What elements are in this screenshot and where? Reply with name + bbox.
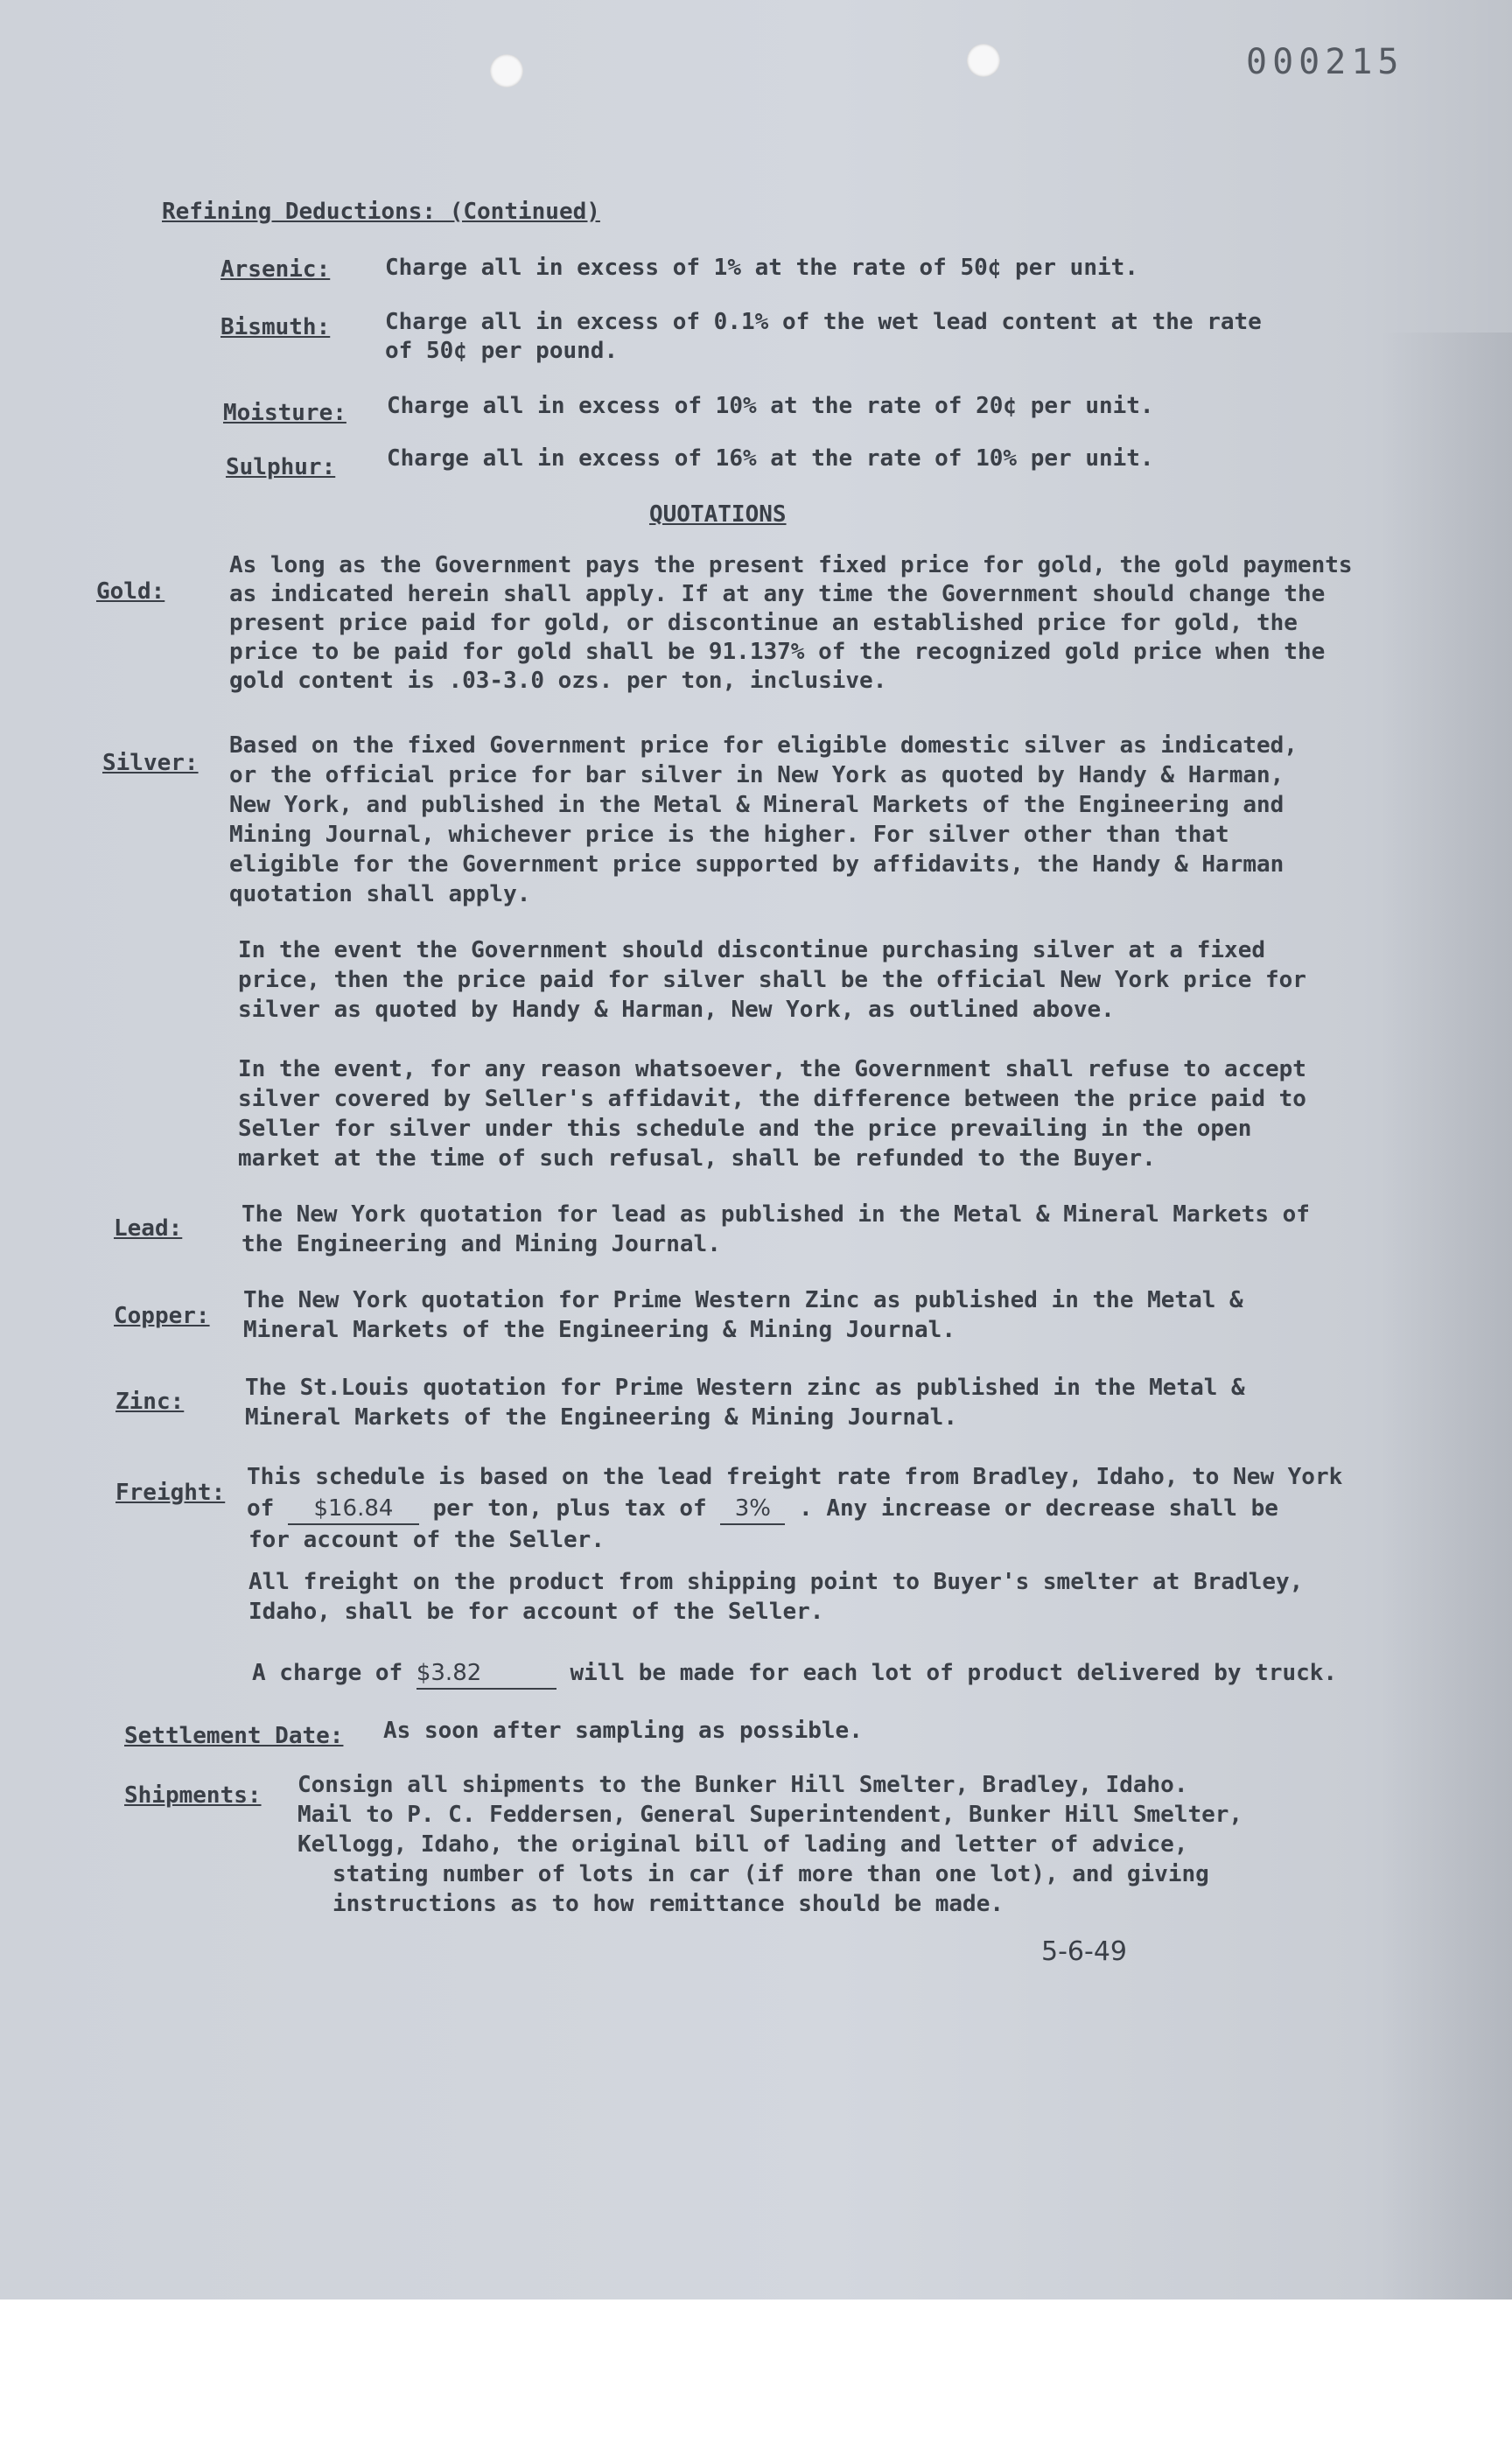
section-header: Refining Deductions: (Continued) xyxy=(162,199,600,225)
silver-p1-line-3: New York, and published in the Metal & Mineral Markets of the Engineering and xyxy=(229,792,1284,818)
silver-p3-line-1: In the event, for any reason whatsoever, the Government shall refuse to accept xyxy=(238,1056,1306,1082)
silver-p1-line-2: or the official price for bar silver in New York as quoted by Handy & Harman, xyxy=(229,762,1284,788)
shipments-line-3: Kellogg, Idaho, the original bill of lading and letter of advice, xyxy=(298,1831,1188,1858)
moisture-text: Charge all in excess of 10% at the rate of 20¢ per unit. xyxy=(387,393,1154,419)
freight-label: Freight: xyxy=(116,1480,226,1506)
lead-line-1: The New York quotation for lead as published in the Metal & Mineral Markets of xyxy=(242,1201,1310,1228)
arsenic-label: Arsenic: xyxy=(220,256,331,283)
freight-rate-value: $16.84 xyxy=(288,1494,419,1525)
silver-p2-line-3: silver as quoted by Handy & Harman, New York, as outlined above. xyxy=(238,997,1115,1023)
freight-line-2 xyxy=(247,1494,1278,1525)
lead-line-2: the Engineering and Mining Journal. xyxy=(242,1231,721,1257)
shipments-line-4: stating number of lots in car (if more than one lot), and giving xyxy=(332,1861,1209,1887)
gold-label: Gold: xyxy=(96,578,165,605)
gold-line-4: price to be paid for gold shall be 91.137% of the recognized gold price when the xyxy=(229,639,1326,665)
shipments-line-2: Mail to P. C. Feddersen, General Superintendent, Bunker Hill Smelter, xyxy=(298,1802,1243,1828)
freight-p2-line-2: Idaho, shall be for account of the Seller. xyxy=(248,1599,824,1625)
scan-shadow xyxy=(1381,332,1512,2300)
silver-p3-line-4: market at the time of such refusal, shall be refunded to the Buyer. xyxy=(238,1145,1156,1172)
zinc-label: Zinc: xyxy=(116,1389,185,1415)
silver-p2-line-2: price, then the price paid for silver shall be the official New York price for xyxy=(238,967,1306,993)
shipments-line-1: Consign all shipments to the Bunker Hill Smelter, Bradley, Idaho. xyxy=(298,1772,1188,1798)
freight-rate-suffix: . Any increase or decrease shall be xyxy=(799,1495,1278,1522)
silver-p3-line-2: silver covered by Seller's affidavit, the difference between the price paid to xyxy=(238,1086,1306,1112)
settlement-label: Settlement Date: xyxy=(124,1723,344,1749)
arsenic-text: Charge all in excess of 1% at the rate of 50¢ per unit. xyxy=(385,255,1138,281)
silver-p1-line-6: quotation shall apply. xyxy=(229,881,531,907)
freight-rate-mid: per ton, plus tax of xyxy=(432,1495,707,1522)
settlement-text: As soon after sampling as possible. xyxy=(383,1718,863,1744)
bismuth-text-line1: Charge all in excess of 0.1% of the wet lead content at the rate xyxy=(385,309,1262,335)
truck-charge-value: $3.82 xyxy=(416,1659,556,1690)
shipments-line-5: instructions as to how remittance should be made. xyxy=(332,1891,1004,1917)
lead-label: Lead: xyxy=(114,1215,183,1242)
moisture-label: Moisture: xyxy=(223,400,346,426)
copper-line-1: The New York quotation for Prime Western Zinc as published in the Metal & xyxy=(243,1287,1243,1313)
copper-line-2: Mineral Markets of the Engineering & Mining Journal. xyxy=(243,1317,956,1343)
shipments-label: Shipments: xyxy=(124,1782,262,1809)
silver-p1-line-1: Based on the fixed Government price for eligible domestic silver as indicated, xyxy=(229,732,1298,759)
freight-line-1: This schedule is based on the lead freight rate from Bradley, Idaho, to New York xyxy=(247,1464,1343,1490)
freight-line-3: for account of the Seller. xyxy=(248,1527,605,1553)
gold-line-3: present price paid for gold, or discontinue an established price for gold, the xyxy=(229,610,1298,636)
document-date: 5-6-49 xyxy=(1041,1936,1127,1967)
gold-line-1: As long as the Government pays the present fixed price for gold, the gold payments xyxy=(229,552,1353,578)
freight-p2-line-1: All freight on the product from shipping point to Buyer's smelter at Bradley, xyxy=(248,1569,1304,1595)
sulphur-label: Sulphur: xyxy=(226,454,336,480)
punch-hole-right xyxy=(967,44,1000,77)
freight-tax-value: 3% xyxy=(720,1494,785,1525)
silver-p3-line-3: Seller for silver under this schedule and the price prevailing in the open xyxy=(238,1116,1252,1142)
sulphur-text: Charge all in excess of 16% at the rate of 10% per unit. xyxy=(387,445,1154,472)
punch-hole-left xyxy=(490,54,523,88)
quotations-title: QUOTATIONS xyxy=(649,501,787,528)
silver-p1-line-4: Mining Journal, whichever price is the higher. For silver other than that xyxy=(229,822,1229,848)
truck-charge-suffix: will be made for each lot of product delivered by truck. xyxy=(570,1660,1338,1686)
bismuth-label: Bismuth: xyxy=(220,314,331,340)
copper-label: Copper: xyxy=(114,1303,210,1329)
silver-p2-line-1: In the event the Government should discontinue purchasing silver at a fixed xyxy=(238,937,1265,963)
truck-charge-prefix: A charge of xyxy=(252,1660,403,1686)
zinc-line-1: The St.Louis quotation for Prime Western zinc as published in the Metal & xyxy=(245,1375,1245,1401)
silver-label: Silver: xyxy=(102,750,199,776)
page-number: 000215 xyxy=(1246,42,1404,82)
truck-charge-line xyxy=(252,1659,1337,1690)
zinc-line-2: Mineral Markets of the Engineering & Mining Journal. xyxy=(245,1404,957,1431)
gold-line-5: gold content is .03-3.0 ozs. per ton, inclusive. xyxy=(229,668,887,694)
silver-p1-line-5: eligible for the Government price supported by affidavits, the Handy & Harman xyxy=(229,851,1284,878)
bismuth-text-line2: of 50¢ per pound. xyxy=(385,338,619,364)
freight-of-prefix: of xyxy=(247,1495,275,1522)
gold-line-2: as indicated herein shall apply. If at any time the Government should change the xyxy=(229,581,1326,607)
